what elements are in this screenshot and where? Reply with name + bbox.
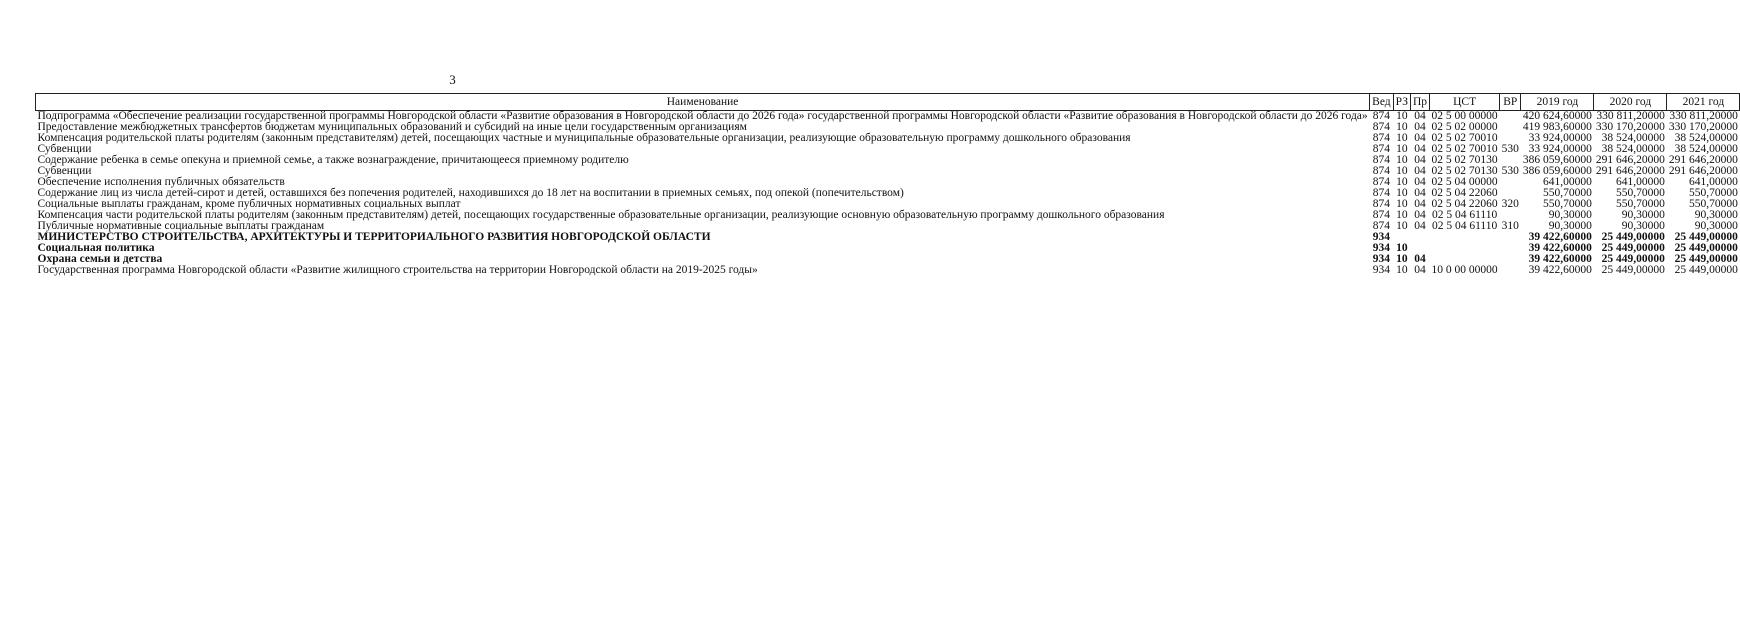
cell-y2020: 90,30000 [1621, 209, 1665, 221]
cell-ved: 874 [1372, 143, 1391, 155]
cell-cst: 02 5 02 70130 [1431, 165, 1498, 177]
cell-y2021: 25 449,00000 [1674, 231, 1738, 243]
cell-cst: 02 5 04 61110 [1431, 209, 1498, 221]
table-row [36, 265, 1740, 276]
cell-rz: 10 [1396, 110, 1408, 122]
cell-y2019: 39 422,60000 [1528, 242, 1592, 254]
cell-pr: 04 [1414, 209, 1426, 221]
cell-rz: 10 [1396, 165, 1408, 177]
cell-rz: 10 [1396, 253, 1408, 265]
col-header-name: Наименование [36, 94, 1370, 111]
cell-cst: 02 5 02 70130 [1431, 154, 1498, 166]
cell-vr: 310 [1501, 220, 1519, 232]
cell-y2019: 641,00000 [1543, 176, 1592, 188]
cell-ved: 934 [1372, 231, 1391, 243]
cell-rz: 10 [1396, 154, 1408, 166]
cell-y2019: 39 422,60000 [1528, 253, 1592, 265]
cell-y2020: 330 170,20000 [1595, 121, 1665, 133]
cell-y2020: 38 524,00000 [1601, 143, 1665, 155]
cell-y2021: 291 646,20000 [1668, 154, 1738, 166]
cell-cst: 02 5 04 22060 [1431, 198, 1498, 210]
cell-cst: 02 5 02 00000 [1431, 121, 1498, 133]
cell-vr [1500, 122, 1521, 133]
col-header-2021: 2021 год [1667, 94, 1740, 111]
cell-name: Компенсация родительской платы родителям (законным представителям) детей, посещающих частные и муниципальные образовательные организации, реализующие образовательную программу дошкольного образования [37, 132, 1131, 144]
cell-y2019: 550,70000 [1543, 187, 1592, 199]
cell-rz: 10 [1396, 176, 1408, 188]
cell-y2020: 641,00000 [1616, 176, 1665, 188]
cell-ved: 874 [1372, 121, 1391, 133]
cell-pr: 04 [1414, 121, 1426, 133]
cell-y2020: 25 449,00000 [1601, 231, 1665, 243]
cell-rz: 10 [1396, 264, 1408, 276]
page-number: 3 [449, 72, 456, 87]
cell-name: Субвенции [37, 143, 92, 155]
cell-name: Публичные нормативные социальные выплаты гражданам [37, 220, 325, 232]
cell-pr: 04 [1414, 187, 1426, 199]
cell-y2021: 25 449,00000 [1674, 253, 1738, 265]
cell-pr: 04 [1414, 176, 1426, 188]
cell-rz: 10 [1396, 143, 1408, 155]
cell-vr [1500, 232, 1521, 243]
cell-y2021: 25 449,00000 [1674, 242, 1738, 254]
cell-cst: 02 5 02 70010 [1431, 132, 1498, 144]
cell-vr: 530 [1501, 165, 1519, 177]
cell-pr: 04 [1414, 165, 1426, 177]
cell-y2021: 38 524,00000 [1674, 143, 1738, 155]
cell-cst [1430, 232, 1500, 243]
cell-ved: 874 [1372, 176, 1391, 188]
cell-ved: 874 [1372, 132, 1391, 144]
cell-rz: 10 [1396, 187, 1408, 199]
cell-y2020: 550,70000 [1616, 198, 1665, 210]
cell-name: Содержание лиц из числа детей-сирот и детей, оставшихся без попечения родителей, находившихся до 18 лет на воспитании в приемных семьях, под опекой (попечительством) [37, 187, 904, 199]
cell-cst [1430, 243, 1500, 254]
cell-y2021: 291 646,20000 [1668, 165, 1738, 177]
cell-y2019: 90,30000 [1548, 220, 1592, 232]
col-header-vr: ВР [1500, 94, 1521, 111]
budget-table [35, 93, 1740, 276]
table-row [36, 232, 1740, 243]
cell-cst: 02 5 02 70010 [1431, 143, 1498, 155]
table-row [36, 243, 1740, 254]
cell-cst: 02 5 04 00000 [1431, 176, 1498, 188]
cell-pr: 04 [1414, 132, 1426, 144]
cell-vr: 320 [1501, 198, 1519, 210]
cell-y2020: 38 524,00000 [1601, 132, 1665, 144]
cell-vr [1500, 265, 1521, 276]
cell-pr: 04 [1414, 253, 1426, 265]
cell-y2020: 90,30000 [1621, 220, 1665, 232]
cell-vr [1500, 254, 1521, 265]
cell-rz: 10 [1396, 242, 1408, 254]
cell-y2021: 90,30000 [1694, 220, 1738, 232]
cell-rz: 10 [1396, 220, 1408, 232]
cell-rz: 10 [1396, 209, 1408, 221]
col-header-rz: РЗ [1393, 94, 1410, 111]
cell-vr [1500, 243, 1521, 254]
cell-ved: 934 [1372, 253, 1391, 265]
cell-y2019: 33 924,00000 [1528, 132, 1592, 144]
cell-name: Предоставление межбюджетных трансфертов бюджетам муниципальных образований и субсидий на иные цели государственным организациям [37, 121, 747, 133]
cell-y2019: 419 983,60000 [1522, 121, 1592, 133]
cell-vr [1500, 111, 1521, 123]
cell-cst: 10 0 00 00000 [1431, 264, 1498, 276]
cell-rz: 10 [1396, 121, 1408, 133]
cell-y2021: 550,70000 [1689, 187, 1738, 199]
cell-name: Социальная политика [37, 242, 155, 254]
cell-y2020: 330 811,20000 [1596, 110, 1665, 122]
cell-ved: 874 [1372, 198, 1391, 210]
cell-name: Охрана семьи и детства [37, 253, 163, 265]
col-header-cst: ЦСТ [1430, 94, 1500, 111]
cell-y2020: 25 449,00000 [1601, 264, 1665, 276]
cell-y2019: 386 059,60000 [1522, 165, 1592, 177]
cell-pr: 04 [1414, 220, 1426, 232]
cell-name: Социальные выплаты гражданам, кроме публичных нормативных социальных выплат [37, 198, 461, 210]
cell-ved: 874 [1372, 154, 1391, 166]
cell-pr: 04 [1414, 110, 1426, 122]
cell-ved: 874 [1372, 187, 1391, 199]
cell-y2021: 550,70000 [1689, 198, 1738, 210]
table-header-row [36, 94, 1740, 111]
cell-pr: 04 [1414, 264, 1426, 276]
cell-pr [1410, 232, 1429, 243]
cell-y2019: 420 624,60000 [1522, 110, 1592, 122]
cell-ved: 934 [1372, 264, 1391, 276]
table-body [36, 111, 1740, 277]
cell-ved: 874 [1372, 165, 1391, 177]
cell-y2020: 25 449,00000 [1601, 242, 1665, 254]
cell-ved: 874 [1372, 220, 1391, 232]
cell-ved: 934 [1372, 242, 1391, 254]
cell-name: Компенсация части родительской платы родителям (законным представителям) детей, посещающих государственные образовательные организации, реализующие основную образовательную программу дошкольного образования [37, 209, 1165, 221]
col-header-2020: 2020 год [1594, 94, 1667, 111]
cell-y2020: 550,70000 [1616, 187, 1665, 199]
cell-name: Подпрограмма «Обеспечение реализации государственной программы Новгородской области «Развитие образования в Новгородской области до 2026 года» государственной программы Новгородской области «Развитие образования в Новгородской области до 2026 года» [37, 110, 1368, 122]
cell-name: Государственная программа Новгородской области «Развитие жилищного строительства на территории Новгородской области на 2019-2025 годы» [37, 264, 758, 276]
cell-y2019: 550,70000 [1543, 198, 1592, 210]
cell-vr: 530 [1501, 143, 1519, 155]
cell-pr: 04 [1414, 143, 1426, 155]
cell-rz: 10 [1396, 132, 1408, 144]
cell-name: МИНИСТЕРСТВО СТРОИТЕЛЬСТВА, АРХИТЕКТУРЫ И ТЕРРИТОРИАЛЬНОГО РАЗВИТИЯ НОВГОРОДСКОЙ ОБЛАСТИ [37, 231, 711, 243]
cell-cst: 02 5 04 61110 [1431, 220, 1498, 232]
cell-pr: 04 [1414, 198, 1426, 210]
cell-y2020: 25 449,00000 [1601, 253, 1665, 265]
cell-vr [1500, 177, 1521, 188]
cell-y2021: 330 811,20000 [1669, 110, 1738, 122]
cell-y2021: 38 524,00000 [1674, 132, 1738, 144]
cell-name: Субвенции [37, 165, 92, 177]
cell-ved: 874 [1372, 209, 1391, 221]
col-header-pr: Пр [1410, 94, 1429, 111]
cell-rz: 10 [1396, 198, 1408, 210]
col-header-2019: 2019 год [1521, 94, 1594, 111]
cell-ved: 874 [1372, 110, 1391, 122]
cell-name: Содержание ребенка в семье опекуна и приемной семье, а также вознаграждение, причитающееся приемному родителю [37, 154, 629, 166]
cell-y2021: 330 170,20000 [1668, 121, 1738, 133]
cell-y2021: 641,00000 [1689, 176, 1738, 188]
cell-name: Обеспечение исполнения публичных обязательств [37, 176, 285, 188]
cell-y2019: 39 422,60000 [1528, 264, 1592, 276]
cell-cst: 02 5 04 22060 [1431, 187, 1498, 199]
cell-pr: 04 [1414, 154, 1426, 166]
cell-y2019: 386 059,60000 [1522, 154, 1592, 166]
cell-y2021: 25 449,00000 [1674, 264, 1738, 276]
cell-y2019: 90,30000 [1548, 209, 1592, 221]
cell-y2020: 291 646,20000 [1595, 154, 1665, 166]
cell-cst: 02 5 00 00000 [1431, 110, 1498, 122]
cell-y2021: 90,30000 [1694, 209, 1738, 221]
cell-y2019: 39 422,60000 [1528, 231, 1592, 243]
col-header-ved: Вед [1370, 94, 1393, 111]
cell-y2020: 291 646,20000 [1595, 165, 1665, 177]
cell-y2019: 33 924,00000 [1528, 143, 1592, 155]
